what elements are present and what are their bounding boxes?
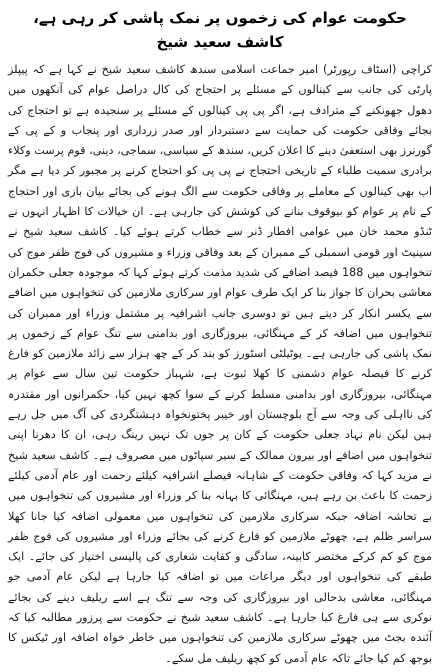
article-headline: حکومت عوام کی زخموں پر نمک پاشی کر رہی ہے، کاشف سعید شیخ bbox=[33, 9, 407, 51]
article-body: کراچی (اسٹاف رپورٹر) امیر جماعت اسلامی سندھ کاشف سعید شیخ نے کہا ہے کہ پیپلز پارٹی کی جانب سے کینالوں کے مسئلے پر احتجاج کی کال دراصل عوام کی آنکھوں میں دھول جھونکنے کے مترادف ہے، اگر پی پی کینالوں کے مسئلے پر سنجیدہ ہے تو احتجاج کی بجائے وفاقی حکومت کی حمایت سے دستبردار اور صدر زرداری اور پنجاب و کے پی کے گورنرز بھی استعفیٰ دینے کا اعلان کریں، سندھ کے سیاسی، سماجی، دینی، قوم پرست وکلاء برادری سمیت طلباء کے تاریخی احتجاج نے پی پی کو احتجاج کرنے پر مجبور کر دیا ہے مگر اب بھی کینالوں کے معاملے پر وفاقی حکومت سے الگ ہونے کی بجائے بیان بازی اور احتجاج کے نام پر عوام کو بیوقوف بنانے کی کوشش کی جارہی ہے۔ ان خیالات کا اظہار انہوں نے ٹنڈو محمد خان میں عوامی افطار ڈنر سے خطاب کرتے ہوئے کیا۔ کاشف سعید شیخ نے سینیٹ اور قومی اسمبلی کے ممبران کے بعد وفاقی وزراء و مشیروں کی فوج ظفر موج کی تنخواہوں میں 188 فیصد اضافے کی شدید مذمت کرتے ہوئے کہا کہ موجودہ جعلی حکمران معاشی بحران کا جواز بنا کر ایک طرف عوام اور سرکاری ملازمین کی تنخواہوں میں اضافے سے یکسر انکار کر دیتے ہیں تو دوسری جانب اشرافیہ پر مشتمل وزراء اور ممبران کی تنخواہوں میں اضافہ کر کے مہنگائی، بیروزگاری اور بدامنی سے تنگ عوام کے زخموں پر نمک پاشی کی جارہی ہے۔ یوٹیلٹی اسٹورز کو بند کر کے چھ ہزار سے زائد ملازمین کو فارغ کرنے کا فیصلہ عوام دشمنی کا کھلا ثبوت ہے، شہباز حکومت تین سال سے عوام پر مہنگائی، بیروزگاری اور بدامنی مسلط کرنے کے سوا کچھ نہیں کیا، حکمرانوں اور مقتدرہ کی نااہلی کی وجہ سے آج بلوچستان اور خیبر پختونخواہ دہشتگردی کی آگ میں جل رہے ہیں لیکن نام نہاد جعلی حکومت کے کان پر جوں تک نہیں رینگ رہی، ان کا دھرنا اپنی تنخواہوں میں اضافے اور بیرون ممالک کے سیر سپاٹوں میں مصروف ہے۔ کاشف سعید شیخ نے مزید کہا کہ وفاقی حکومت کے شاہانہ فیصلے اشرافیہ کیلئے رحمت اور عام آدمی کیلئے زحمت کا باعث بن رہے ہیں، مہنگائی کا بہانہ بنا کر وزراء اور مشیروں کی تنخواہوں میں بے تحاشہ اضافہ جبکہ سرکاری ملازمین کی تنخواہوں میں معمولی اضافہ کیا جانا کھلا سراسر ظلم ہے، چھوٹے ملازمین کو فارغ کرنے کی بجائے وزراء اور مشیروں کی فوج ظفر موج کو کم کرکے مختصر کابینہ، سادگی و کفایت شعاری کی پالیسی اختیار کی جائے۔ ایک طبقے کی تنخواہوں اور دیگر مراعات میں تو اضافہ کیا جارہا ہے لیکن عام آدمی جو مہنگائی، معاشی بدحالی اور بیروزگاری کی وجہ سے تنگ ہے اسے ریلیف دینے کی بجائے نوکری سے ہی فارغ کیا جارہا ہے۔ کاشف سعید شیخ نے حکومت سے پرزور مطالبہ کیا کہ آئندہ بجٹ میں چھوٹے سرکاری ملازمین کی تنخواہوں میں خاطر خواہ اضافہ اور ٹیکس کا بوجھ کم کیا جائے تاکہ عام آدمی کو کچھ ریلیف مل سکے۔ bbox=[8, 63, 432, 665]
